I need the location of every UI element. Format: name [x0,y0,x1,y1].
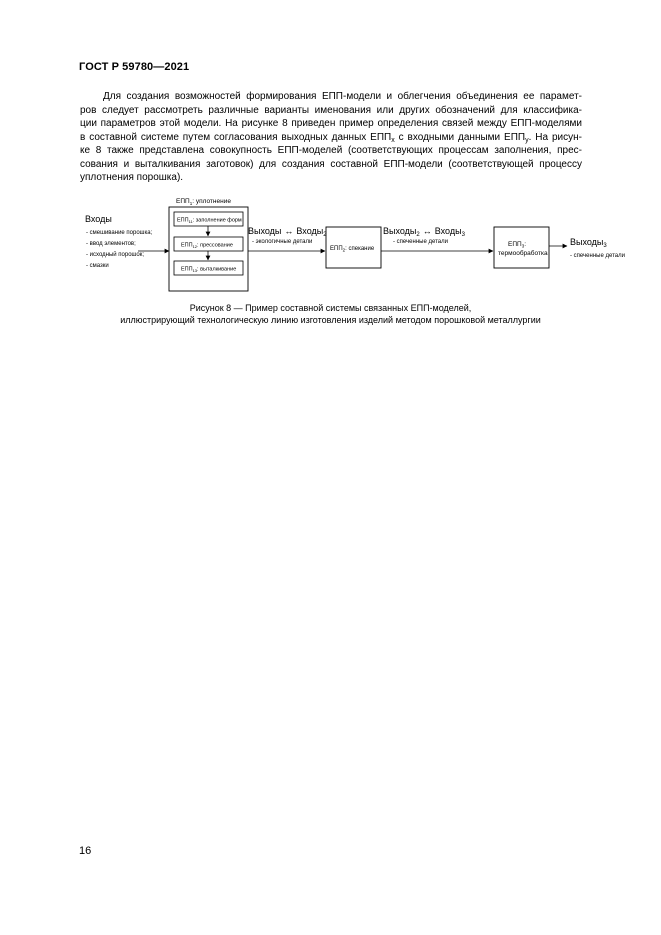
link2-label: Выходы$_2$ ↔ Входы$_3$ [383,226,465,238]
paragraph-line: ции параметров этой модели. На рисунке 8 приведен пример определения связей между ЕПП-моделями [80,118,582,129]
subprocess-label: $ЕПП_{13}$: выталкивание [181,266,237,273]
paragraph-line: ров следует рассмотреть различные варианты именования или других обозначений для классифика- [80,104,582,116]
group-label: $ЕПП_1$: уплотнение [176,198,231,206]
link2-note: - спеченные детали [393,239,448,245]
diagram-svg [80,196,640,296]
outputs-title: Выходы$_3$ [570,237,607,249]
paragraph-line: Для создания возможностей формирования ЕПП-модели и облегчения объединения ее парамет- [103,91,582,102]
epp3-label-line2: термообработка [498,250,548,257]
input-item: - смешивание порошка; [86,230,153,236]
document-header: ГОСТ Р 59780—2021 [79,61,190,73]
process-diagram [80,196,640,301]
paragraph-line: уплотнения порошка). [80,172,184,183]
outputs-note: - спеченные детали [570,253,625,259]
inputs-title: Входы [85,214,112,224]
epp2-label: $ЕПП_2$: спекание [330,246,375,253]
input-item: - исходный порошок; [86,252,145,258]
paragraph-line: сования и выталкивания заготовок) для создания составной ЕПП-модели (соответствующей процессу [80,158,582,170]
paragraph-line-with-subscripts: в составной системе путем согласования выходных данных $ЕПП_x$ с входными данными $ЕПП_y$. На рисун- [80,131,582,144]
figure-caption-line1: Рисунок 8 — Пример составной системы связанных ЕПП-моделей, [189,303,472,313]
subprocess-label: $ЕПП_{12}$: прессование [181,242,233,249]
body-paragraph [80,90,582,185]
epp3-label: $ЕПП_3$: [508,241,527,249]
figure-caption-line2: иллюстрирующий технологическую линию изготовления изделий методом порошковой металлургии [120,315,541,325]
page-number: 16 [79,845,92,857]
input-item: - смазки [86,263,109,269]
paragraph-line: ке 8 также представлена совокупность ЕПП-моделей (соответствующих процессам заполнения, прес- [80,145,582,156]
link1-label: Выходы ↔ Входы$_2$ [248,226,327,238]
link1-note: - экологичные детали [252,239,313,245]
subprocess-label: $ЕПП_{11}$: заполнение форм [177,217,242,224]
input-item: - ввод элементов; [86,241,136,247]
